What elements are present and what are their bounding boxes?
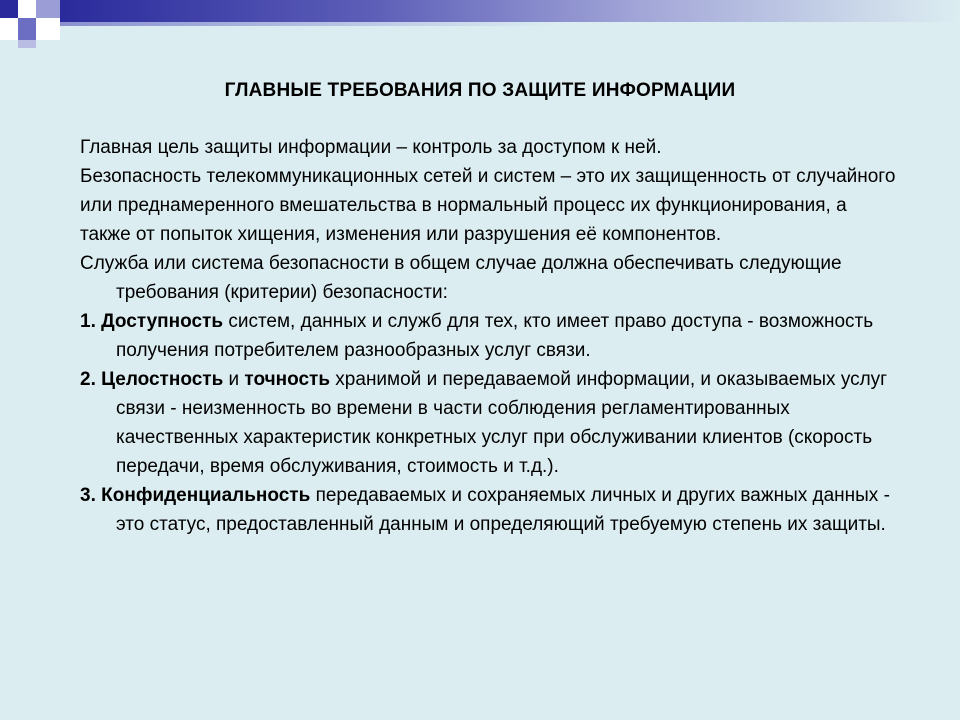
requirement-term: точность — [244, 369, 331, 390]
decorative-header — [0, 0, 960, 48]
slide-body — [80, 133, 900, 539]
requirement-text: и — [223, 369, 245, 390]
requirement-item — [80, 307, 900, 365]
requirement-term: Доступность — [101, 311, 224, 332]
header-square — [36, 0, 60, 18]
requirement-text: хранимой и передаваемой информации, и оказываемых услуг связи - неизменность во времени в части соблюдения регламентированных качественных характеристик конкретных услуг при обслуживании клиентов (скорость передачи, время обслуживания, стоимость и т.д.). — [116, 369, 888, 477]
header-square — [0, 18, 18, 40]
intro-goal: Главная цель защиты информации – контроль за доступом к ней. — [80, 137, 662, 158]
requirement-number: 3. — [80, 485, 96, 506]
slide-title: ГЛАВНЫЕ ТРЕБОВАНИЯ ПО ЗАЩИТЕ ИНФОРМАЦИИ — [224, 80, 736, 101]
service-intro: Служба или система безопасности в общем случае должна обеспечивать следующие требования (критерии) безопасности: — [80, 253, 842, 303]
requirement-number: 2. — [80, 369, 96, 390]
header-gradient-underline — [60, 22, 560, 26]
requirement-item — [80, 481, 900, 539]
requirement-number: 1. — [80, 311, 96, 332]
requirement-item — [80, 365, 900, 481]
header-square — [18, 18, 36, 40]
header-square — [18, 0, 36, 18]
intro-definition: Безопасность телекоммуникационных сетей и систем – это их защищенность от случайного или преднамеренного вмешательства в нормальный процесс их функционирования, а также от попыток хищения, изменения или разрушения её компонентов. — [80, 166, 896, 245]
requirement-term: Целостность — [101, 369, 224, 390]
requirement-text: передаваемых и сохраняемых личных и других важных данных - это статус, предоставленный данным и определяющий требуемую степень их защиты. — [116, 485, 890, 535]
header-gradient-band — [60, 0, 960, 22]
header-square — [36, 18, 60, 40]
requirement-text: систем, данных и служб для тех, кто имеет право доступа - возможность получения потребителем разнообразных услуг связи. — [116, 311, 874, 361]
header-square — [18, 40, 36, 48]
header-square — [0, 0, 18, 18]
header-square — [0, 40, 18, 48]
requirement-term: Конфиденциальность — [101, 485, 311, 506]
